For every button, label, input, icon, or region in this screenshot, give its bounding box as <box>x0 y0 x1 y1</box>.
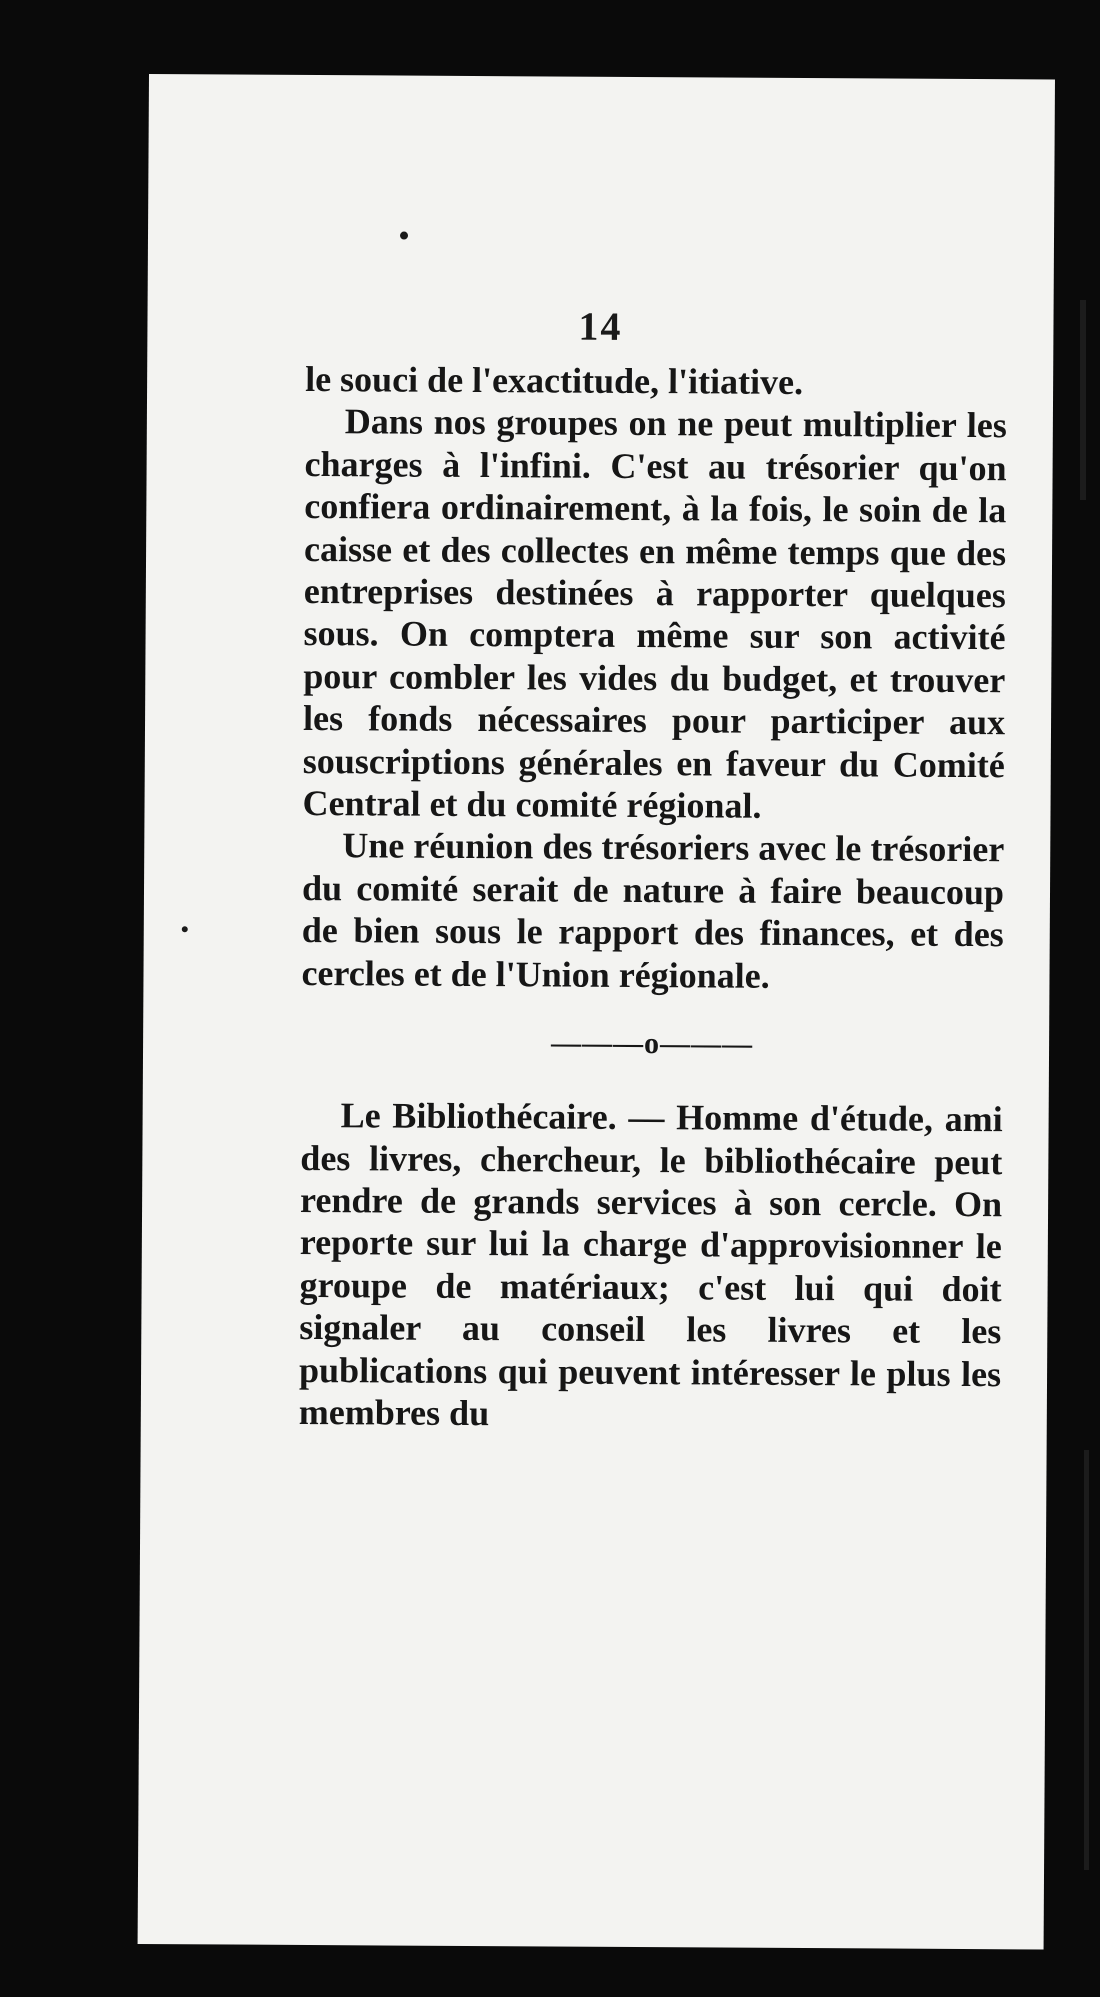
paragraph-tresorier: Dans nos groupes on ne peut multiplier les charges à l'infini. C'est au trésorier qu'on confiera ordinairement, à la fois, le soin de la caisse et des collectes en même temps que des entreprises destinées à rapporter quelques sous. On comptera même sur son activité pour combler les vides du budget, et trouver les fonds nécessaires pour participer aux souscriptions générales en faveur du Comité Central et du comité régional. <box>302 401 1007 826</box>
page-edge-shadow <box>1084 1450 1089 1870</box>
ink-speck <box>182 926 188 932</box>
section-separator: ———o——— <box>550 1026 754 1061</box>
section-title: Le Bibliothécaire. <box>340 1095 617 1137</box>
page-edge-shadow <box>1080 300 1086 500</box>
ink-speck <box>400 232 408 240</box>
section-body: Homme d'étude, ami des livres, chercheur, le bibliothécaire peut rendre de grands services à son cercle. On reporte sur lui la charge d'approvisionner le groupe de matériaux; c'est lui qui doit signaler au conseil les livres et les publications qui peuvent intéresser le plus les membres du <box>298 1097 1003 1434</box>
paragraph-bibliothecaire <box>299 1094 1003 1438</box>
body-text <box>299 358 1008 1438</box>
section-dash: — <box>616 1096 677 1138</box>
page-number: 14 <box>578 303 623 349</box>
book-page <box>138 74 1055 1949</box>
paragraph-reunion: Une réunion des trésoriers avec le trésorier du comité serait de nature à faire beaucoup de bien sous le rapport des finances, et des cercles et de l'Union régionale. <box>301 825 1005 996</box>
paragraph-continuation: le souci de l'exactitude, l'itiative. <box>305 358 804 403</box>
